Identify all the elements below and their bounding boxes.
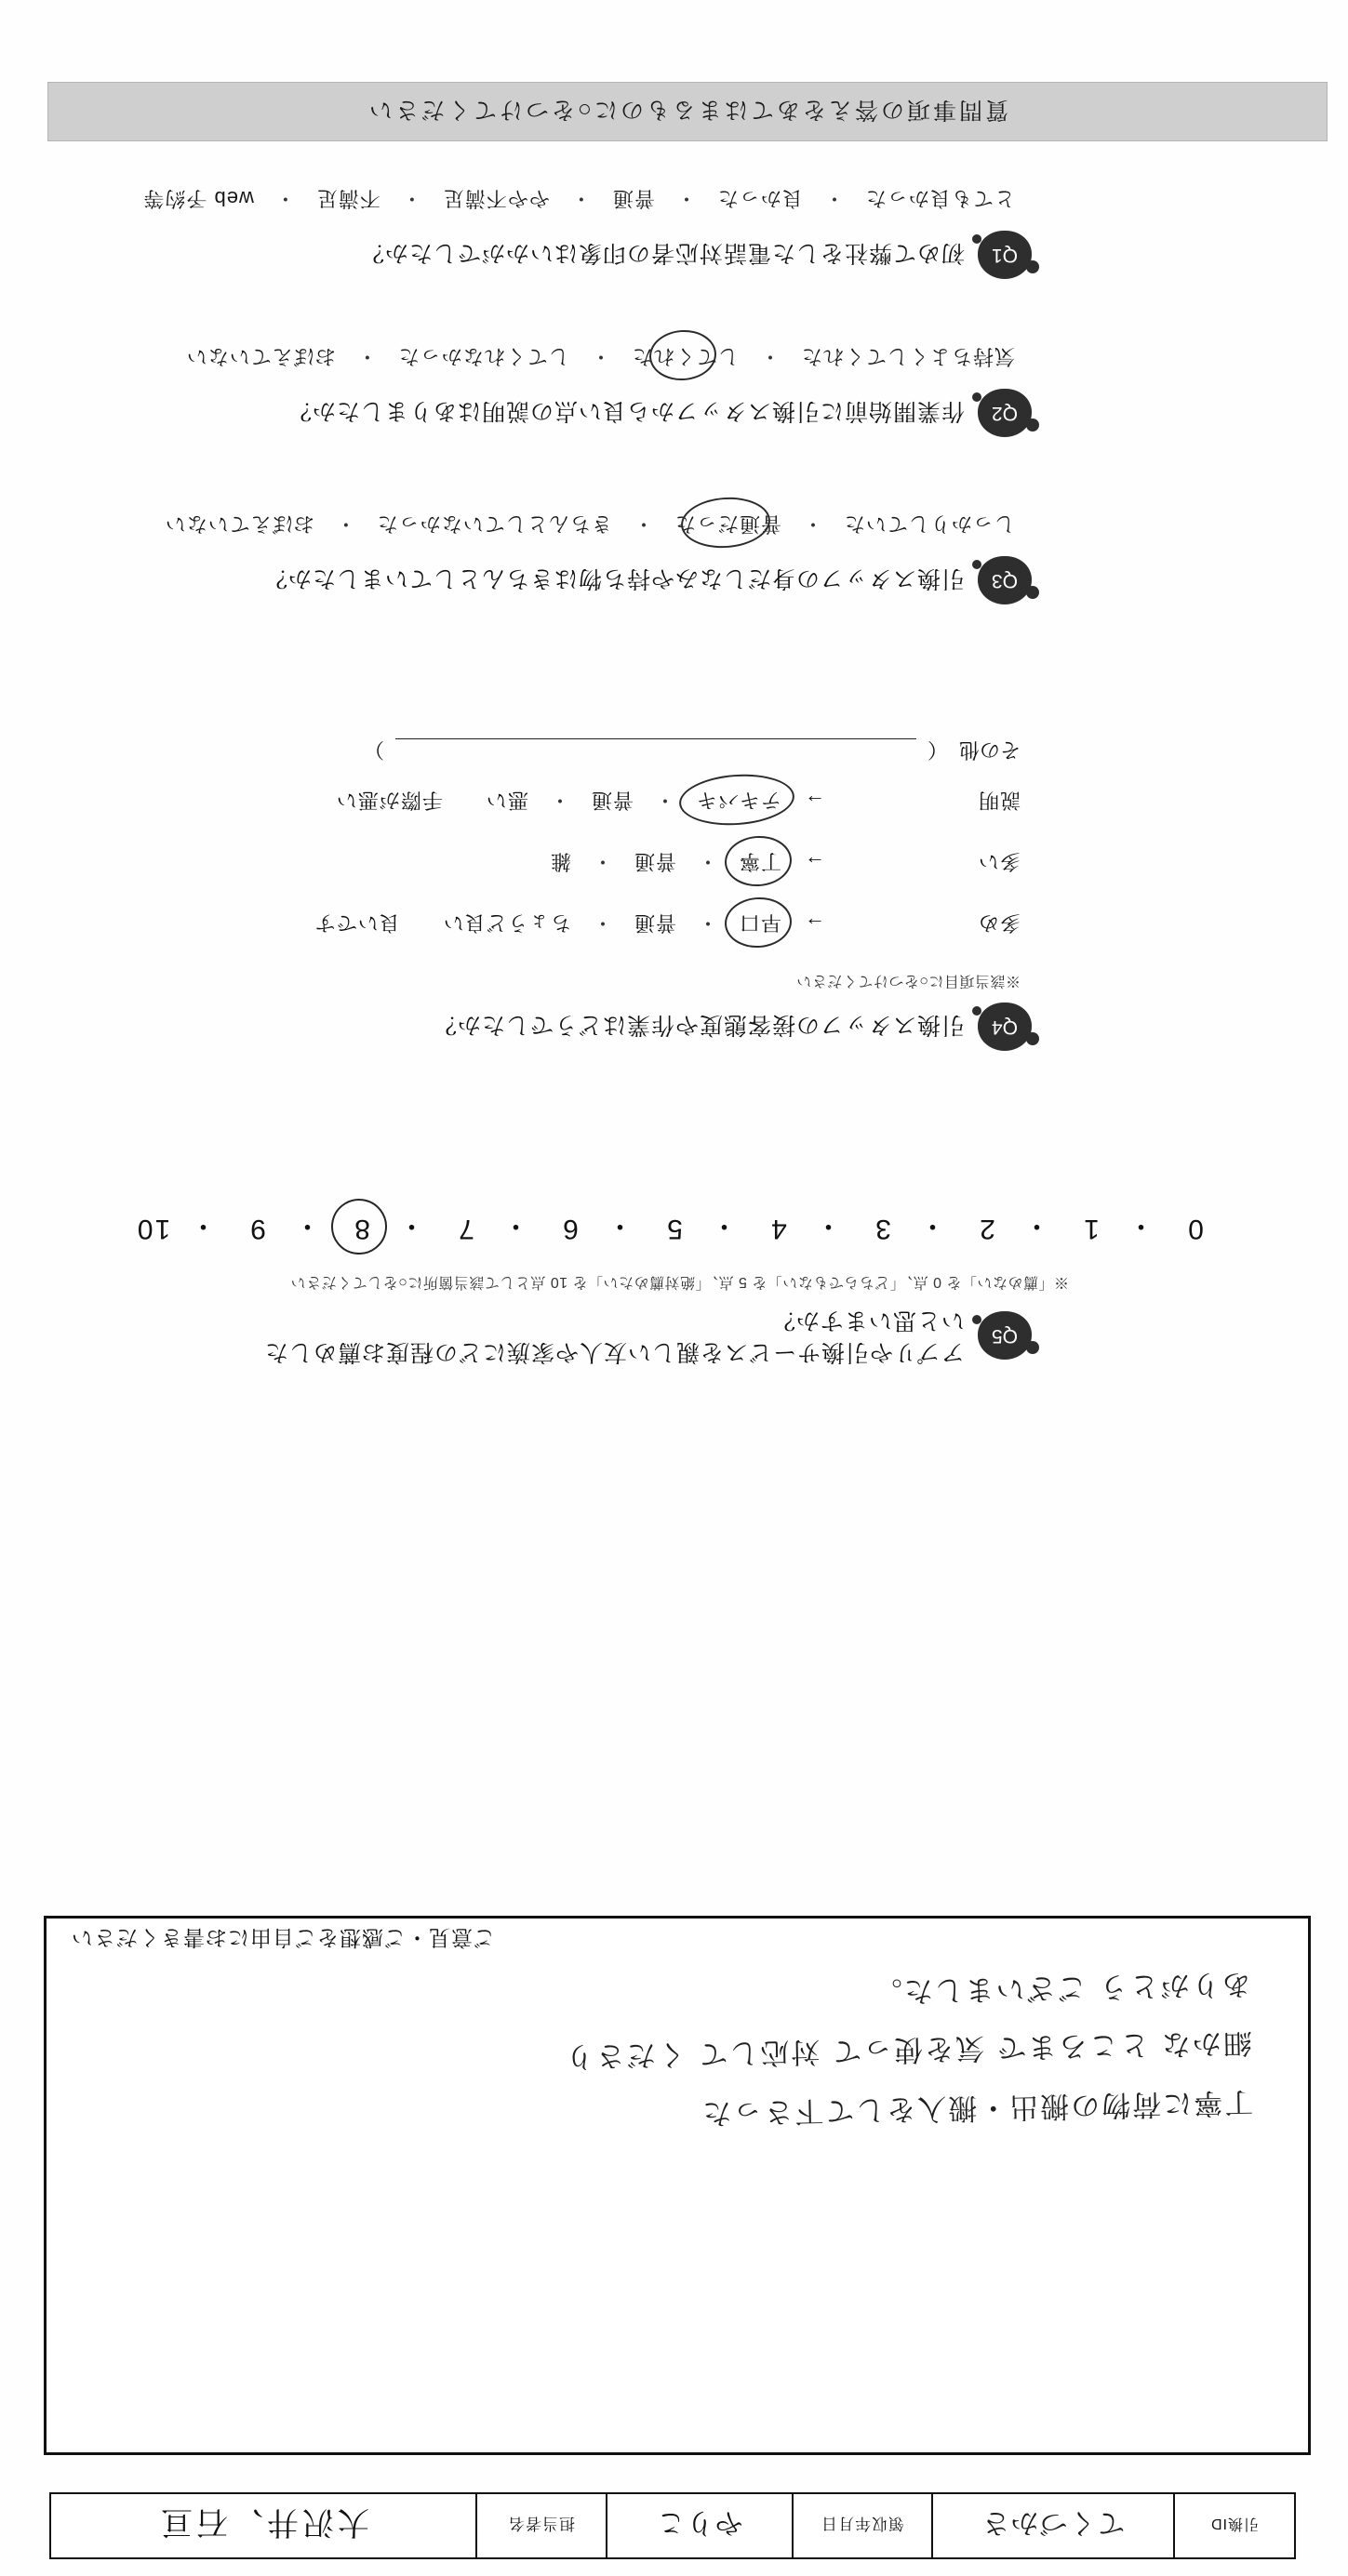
q4-row-2-option-1[interactable]: 普通 [590, 789, 634, 813]
q4-row-1-label: 多い [977, 850, 1021, 874]
id-label: 引換ID [1173, 2494, 1294, 2557]
q1-option-3[interactable]: やや不満足 [442, 187, 550, 210]
q1-text: 初めて弊社をした電話対応者の印象はいかがでしたか？ [359, 240, 965, 266]
q3-option-2[interactable]: きちんとしていなかった [376, 512, 612, 536]
q1-option-5[interactable]: web 予約等 [142, 187, 254, 210]
q2-option-0[interactable]: 気持ちよくしてくれた [800, 345, 1015, 368]
q4-row-1-option-1[interactable]: 普通 [633, 850, 676, 874]
q4-note: ※該当項目に○をつけてください [795, 973, 1021, 989]
q5-badge: Q5 [978, 1311, 1032, 1360]
q1-options: とても良かった ・ 良かった ・ 普通 ・ やや不満足 ・ 不満足 ・ web 予約等 [0, 183, 1348, 216]
q4-row-0: 多め → 早口 ・ 普通 ・ ちょうど良い 良いです [0, 894, 1021, 955]
q2-option-1[interactable]: してくれた [626, 341, 744, 374]
question-q5 [0, 1209, 1348, 1368]
id-value[interactable]: てくづかさ [931, 2494, 1173, 2557]
comment-label: ご意見・ご感想をご自由にお書きください [71, 1926, 495, 1950]
q1-option-0[interactable]: とても良かった [864, 187, 1015, 210]
q4-row-1-option-0[interactable]: 丁寧 [733, 847, 787, 880]
q1-option-4[interactable]: 不満足 [315, 187, 380, 210]
q5-note: ※「薦めない」を 0 点、「どちらでもない」を 5 点、「絶対薦めたい」を 10 点として該当箇所に○をしてください [290, 1274, 1069, 1291]
staff-value[interactable]: 大沢井、石亘 [157, 2503, 369, 2542]
id-strip [49, 2492, 1296, 2559]
q4-row-2-option-0[interactable]: テキパキ [690, 786, 787, 818]
q4-row-1: 多い → 丁寧 ・ 普通 ・ 雑 [0, 832, 1021, 894]
q3-option-3[interactable]: おぼえていない [164, 512, 314, 536]
header-band [47, 82, 1328, 141]
q4-row-0-label: 多め [977, 911, 1021, 936]
q4-row-2: 説明 → テキパキ ・ 普通 ・ 悪い 手際が悪い [0, 771, 1021, 832]
q2-option-2[interactable]: してくれなかった [397, 345, 569, 368]
q3-option-1[interactable]: 普通だった [669, 509, 787, 541]
q5-scale-10[interactable]: 10 [135, 1214, 171, 1245]
q5-scale-5[interactable]: 5 [665, 1214, 683, 1245]
question-q1 [0, 183, 1348, 279]
comment-line-2: ありがとう ございました。 [871, 1966, 1251, 2009]
q5-scale-4[interactable]: 4 [769, 1214, 787, 1245]
q5-scale-9[interactable]: 9 [248, 1214, 266, 1245]
q5-scale-1[interactable]: 1 [1082, 1214, 1100, 1245]
q4-row-0-left: 良いです [314, 911, 400, 936]
q2-option-3[interactable]: おぼえていない [185, 345, 336, 368]
comment-box[interactable] [44, 1916, 1311, 2455]
q4-other-row: その他 （ ） [0, 737, 1348, 765]
q5-scale-0[interactable]: 0 [1186, 1214, 1204, 1245]
q4-row-1-arrow: → [804, 852, 825, 875]
q5-text: アプリや引換サービスを親しい友人や家族にどの程度お薦めしたいと思いますか？ [263, 1308, 965, 1365]
q4-row-1-option-2[interactable]: 雑 [549, 850, 571, 874]
q4-rows [0, 771, 1348, 955]
q3-option-0[interactable]: しっかりしていた [843, 512, 1015, 536]
q4-row-2-option-2[interactable]: 悪い [485, 789, 528, 813]
q2-badge: Q2 [978, 389, 1032, 437]
q2-options: 気持ちよくしてくれた ・ してくれた ・ してくれなかった ・ おぼえていない [0, 341, 1348, 374]
q5-scale-8[interactable]: 8 [322, 1214, 402, 1245]
question-q4 [0, 737, 1348, 1051]
q2-text: 作業開始前に引換スタッフから良い点の説明はありましたか？ [287, 398, 965, 424]
q4-other-input[interactable] [395, 738, 916, 764]
q4-other-label: その他 [958, 738, 1021, 762]
comment-line-1: 細かな ところまで 気を使って 対応して くださり [563, 2025, 1253, 2074]
comment-handwriting [100, 1953, 1254, 2154]
q5-scale-7[interactable]: 7 [457, 1214, 474, 1245]
q1-option-2[interactable]: 普通 [611, 187, 655, 210]
q5-scale: 0 ・ 1 ・ 2 ・ 3 ・ 4 ・ 5 ・ 6 ・ 7 ・ 8 ・ 9 ・ 10 [0, 1209, 1348, 1250]
staff-label: 担当者名 [475, 2494, 606, 2557]
q4-badge: Q4 [978, 1003, 1032, 1051]
q4-row-0-arrow: → [804, 913, 825, 936]
q4-row-2-left: 手際が悪い [335, 789, 443, 813]
question-q2 [0, 341, 1348, 437]
q4-row-2-arrow: → [804, 790, 825, 814]
comment-line-0: 丁寧に荷物の搬出・搬入をして下さった [700, 2084, 1254, 2131]
q1-option-1[interactable]: 良かった [716, 187, 803, 210]
q4-text: 引換スタッフの接客態度や作業はどうでしたか？ [432, 1012, 965, 1038]
q3-badge: Q3 [978, 556, 1032, 604]
q5-scale-3[interactable]: 3 [874, 1214, 891, 1245]
q4-row-2-label: 説明 [977, 789, 1021, 813]
question-q3 [0, 509, 1348, 604]
q3-text: 引換スタッフの身だしなみや持ち物はきちんとしていましたか？ [262, 565, 965, 591]
receipt-date-value[interactable]: やりこ [606, 2494, 792, 2557]
q1-badge: Q1 [978, 231, 1032, 279]
header-band-text: 質問事項の答えをあてはまるものに○をつけてください [366, 97, 1009, 123]
receipt-date-label: 領収年月日 [792, 2494, 931, 2557]
q3-options: しっかりしていた ・ 普通だった ・ きちんとしていなかった ・ おぼえていない [0, 509, 1348, 541]
q4-row-0-option-2[interactable]: ちょうど良い [442, 911, 571, 936]
q5-scale-6[interactable]: 6 [561, 1214, 579, 1245]
q4-row-0-option-1[interactable]: 普通 [633, 911, 676, 936]
q4-row-0-option-0[interactable]: 早口 [733, 909, 787, 941]
q5-scale-2[interactable]: 2 [978, 1214, 995, 1245]
